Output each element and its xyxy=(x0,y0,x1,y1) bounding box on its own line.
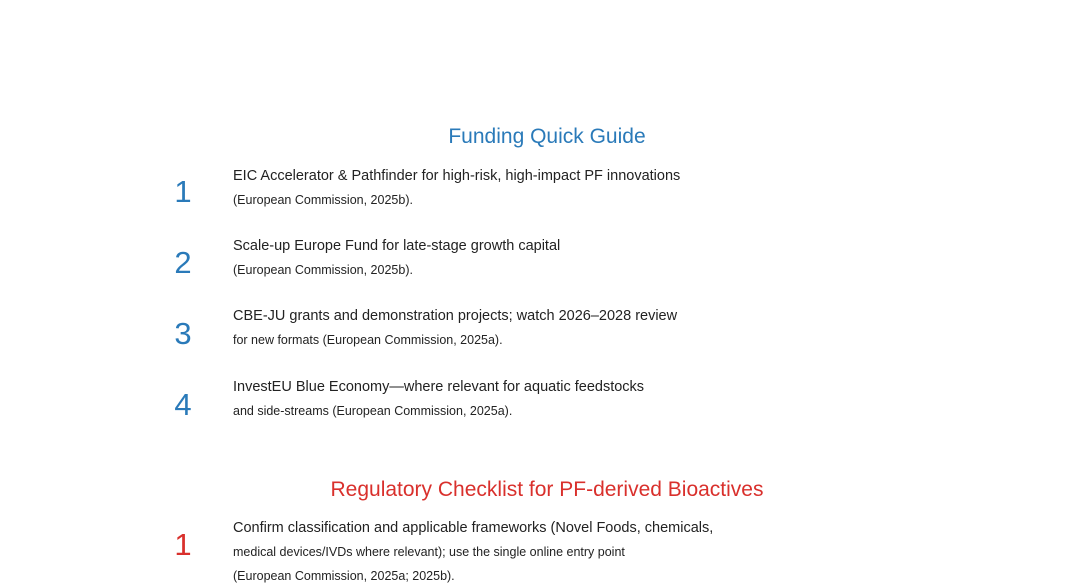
regulatory-item-note-continued: (European Commission, 2025a; 2025b). xyxy=(233,569,455,583)
regulatory-item-main: Confirm classification and applicable frameworks (Novel Foods, chemicals, xyxy=(233,520,714,536)
regulatory-section-title: Regulatory Checklist for PF-derived Bioactives xyxy=(330,478,764,501)
funding-item-main: InvestEU Blue Economy—where relevant for aquatic feedstocks xyxy=(233,379,645,395)
funding-item-note: (European Commission, 2025b). xyxy=(233,263,413,277)
funding-item-number: 3 xyxy=(174,316,192,351)
funding-item-main: CBE-JU grants and demonstration projects; watch 2026–2028 review xyxy=(233,308,678,324)
funding-item-main: EIC Accelerator & Pathfinder for high-risk, high-impact PF innovations xyxy=(233,168,681,184)
funding-item-number: 2 xyxy=(174,245,192,280)
regulatory-item-note: medical devices/IVDs where relevant); use the single online entry point xyxy=(233,545,625,559)
funding-item-note: for new formats (European Commission, 2025a). xyxy=(233,333,503,347)
regulatory-item-number: 1 xyxy=(174,527,192,562)
funding-item-note: and side-streams (European Commission, 2025a). xyxy=(233,404,513,418)
funding-item-number: 4 xyxy=(174,387,192,422)
funding-item-main: Scale-up Europe Fund for late-stage growth capital xyxy=(233,238,561,254)
funding-section-title: Funding Quick Guide xyxy=(448,125,646,148)
funding-item-number: 1 xyxy=(174,174,192,209)
funding-item-note: (European Commission, 2025b). xyxy=(233,193,413,207)
